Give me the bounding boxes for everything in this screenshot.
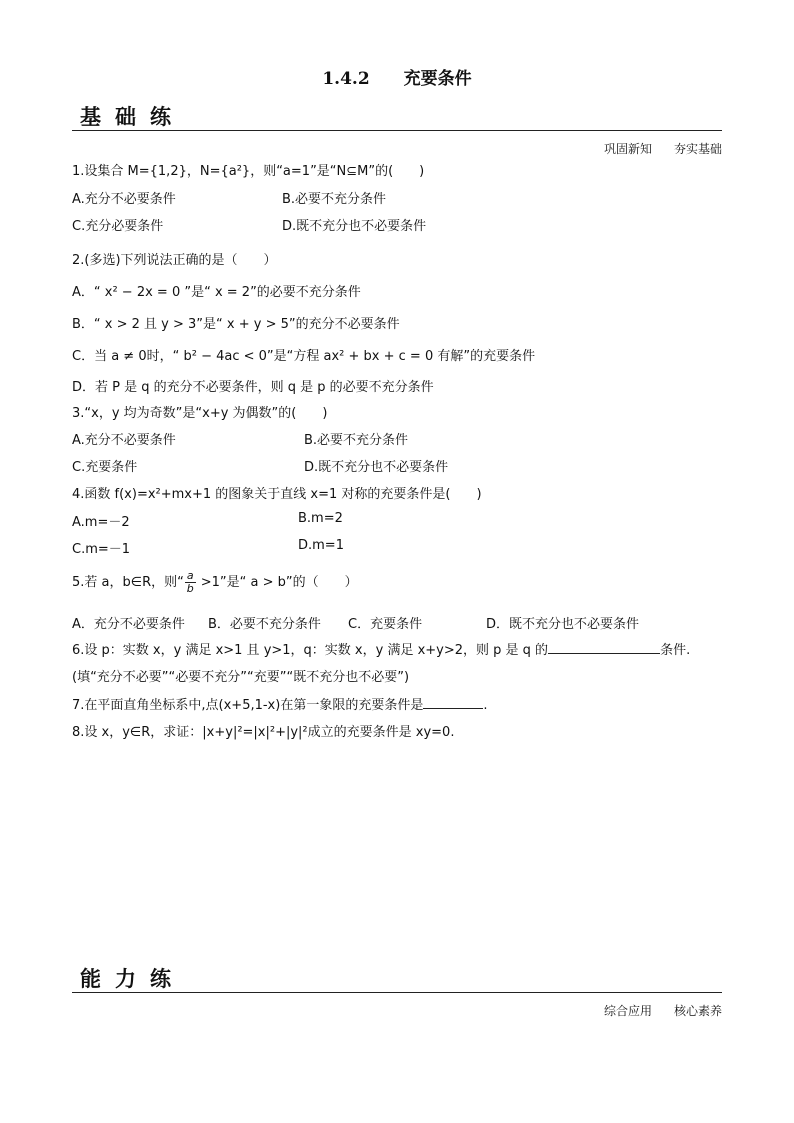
option-d: D.既不充分也不必要条件 — [282, 219, 427, 234]
question-3-stem: 3.“x，y 均为奇数”是“x+y 为偶数”的( ) — [72, 406, 328, 421]
option-b: B.m=2 — [298, 511, 343, 526]
question-2-stem: 2.(多选)下列说法正确的是（ ） — [72, 253, 277, 268]
section-tag: 核心素养 — [673, 1004, 722, 1018]
option-c: C.充分必要条件 — [72, 219, 164, 234]
option-b: B.必要不充分条件 — [304, 433, 409, 448]
question-7 — [72, 694, 487, 713]
option-d: D.m=1 — [298, 538, 344, 553]
option-a: A.充分不必要条件 — [72, 192, 176, 207]
section-ability — [72, 966, 722, 1019]
section-tag: 巩固新知 — [603, 142, 652, 156]
option-a: A.m=－2 — [72, 515, 130, 530]
section-tag: 夯实基础 — [673, 142, 722, 156]
answer-blank[interactable] — [423, 696, 483, 709]
question-6-text-end: 条件. — [660, 643, 691, 658]
question-1-stem: 1.设集合 M={1,2}，N={a²}，则“a=1”是“N⊆M”的( ) — [72, 164, 425, 179]
fraction-a-over-b — [185, 570, 196, 595]
section-tag: 综合应用 — [603, 1004, 652, 1018]
question-6-line2: (填“充分不必要”“必要不充分”“充要”“既不充分也不必要”) — [72, 670, 410, 685]
option-a: A.充分不必要条件 — [72, 433, 176, 448]
question-2-option-b: B．“ x > 2 且 y > 3”是“ x + y > 5”的充分不必要条件 — [72, 317, 400, 332]
section-tags-ability — [72, 1002, 722, 1019]
question-6-text: 6.设 p：实数 x，y 满足 x>1 且 y>1，q：实数 x，y 满足 x+y>2，则 p 是 q 的 — [72, 643, 549, 658]
option-b: B．必要不充分条件 — [208, 617, 321, 632]
section-heading-ability: 能力练 — [72, 966, 722, 993]
question-4-stem: 4.函数 f(x)=x²+mx+1 的图象关于直线 x=1 对称的充要条件是( ) — [72, 487, 482, 502]
option-c: C.充要条件 — [72, 460, 138, 475]
fraction-numerator: a — [186, 569, 194, 582]
section-heading-basic: 基础练 — [72, 104, 722, 131]
option-a: A．充分不必要条件 — [72, 617, 185, 632]
question-5-stem-pre: 5.若 a，b∈R，则“ — [72, 575, 184, 590]
page-title: 1.4.2 充要条件 — [322, 69, 472, 89]
option-d: D.既不充分也不必要条件 — [304, 460, 449, 475]
option-c: C．充要条件 — [348, 617, 423, 632]
option-c: C.m=－1 — [72, 542, 131, 557]
question-2-option-a: A．“ x² − 2x = 0 ”是“ x = 2”的必要不充分条件 — [72, 285, 361, 300]
question-5-stem-post: >1”是“ a > b”的（ ） — [196, 575, 358, 590]
section-tags-basic — [72, 140, 722, 157]
question-5-stem — [72, 570, 358, 595]
option-d: D．既不充分也不必要条件 — [486, 617, 640, 632]
question-8: 8.设 x，y∈R，求证：|x+y|²=|x|²+|y|²成立的充要条件是 xy=0. — [72, 725, 455, 740]
answer-blank[interactable] — [548, 641, 660, 654]
question-6-line1 — [72, 639, 690, 658]
question-7-text: 7.在平面直角坐标系中,点(x+5,1-x)在第一象限的充要条件是 — [72, 698, 424, 713]
fraction-denominator: b — [186, 582, 194, 595]
question-2-option-c: C．当 a ≠ 0时，“ b² − 4ac < 0”是“方程 ax² + bx + c = 0 有解”的充要条件 — [72, 349, 536, 364]
option-b: B.必要不充分条件 — [282, 192, 387, 207]
question-7-end: . — [483, 698, 488, 713]
question-2-option-d: D．若 P 是 q 的充分不必要条件，则 q 是 p 的必要不充分条件 — [72, 380, 434, 395]
section-basic — [72, 104, 722, 157]
